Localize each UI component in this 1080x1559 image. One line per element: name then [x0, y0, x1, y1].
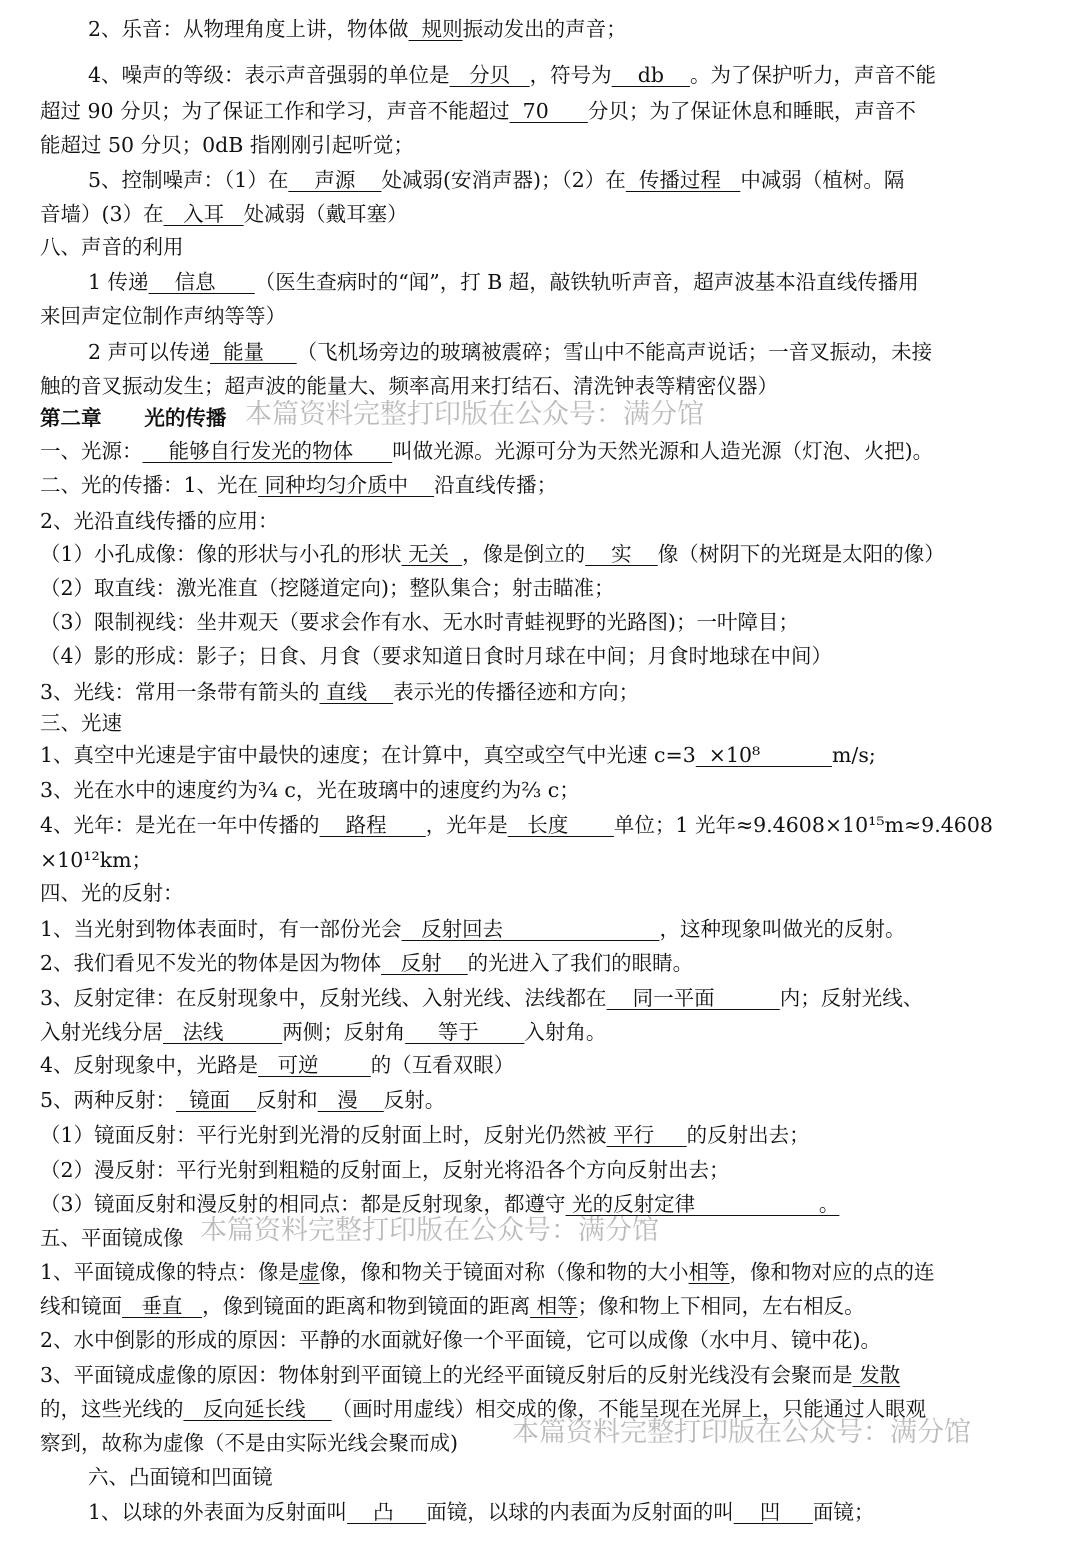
text-segment: 4、光年：是光在一年中传播的 — [40, 813, 320, 837]
text-segment: 。为了保护听力，声音不能 — [690, 63, 937, 87]
text-line — [0, 639, 1080, 673]
text-line — [0, 1358, 1080, 1392]
fill-in-answer: 相等 — [530, 1294, 578, 1318]
text-segment: （医生查病时的“闻”，打 B 超，敲铁轨听声音，超声波基本沿直线传播用 — [254, 270, 919, 294]
text-segment: （3）限制视线：坐井观天（要求会作有水、无水时青蛙视野的光路图)；一叶障目； — [40, 610, 800, 634]
text-line — [0, 1289, 1080, 1323]
text-line — [0, 1426, 1080, 1460]
watermark-text: 本篇资料完整打印版在公众号：满分馆 — [512, 1417, 971, 1448]
text-segment: 1、真空中光速是宇宙中最快的速度；在计算中，真空或空气中光速 c=3 — [40, 743, 696, 767]
text-segment: 2、水中倒影的形成的原因：平静的水面就好像一个平面镜，它可以成像（水中月、镜中花)。 — [40, 1328, 882, 1352]
text-segment: 5、控制噪声：（1）在 — [88, 168, 289, 192]
fill-in-answer: 平行 — [606, 1123, 687, 1147]
text-segment: 反射和 — [256, 1088, 318, 1112]
text-segment: 像，像和物关于镜面对称（像和物的大小 — [319, 1260, 689, 1284]
text-line — [0, 1118, 1080, 1152]
fill-in-answer: 入耳 — [163, 202, 244, 226]
fill-in-answer: 光的反射定律 。 — [565, 1192, 840, 1216]
fill-in-answer: 70 — [509, 99, 588, 123]
text-segment: 2、我们看见不发光的物体是因为物体 — [40, 951, 382, 975]
text-segment: ；像和物上下相同，左右相反。 — [577, 1294, 865, 1318]
text-segment: 3、反射定律：在反射现象中，反射光线、入射光线、法线都在 — [40, 986, 607, 1010]
text-segment: 3、光线：常用一条带有箭头的 — [40, 680, 320, 704]
text-segment: 处减弱（戴耳塞） — [243, 202, 408, 226]
fill-in-answer: 长度 — [507, 813, 614, 837]
text-segment: 触的音叉振动发生；超声波的能量大、频率高用来打结石、清洗钟表等精密仪器） — [40, 374, 778, 398]
text-segment: ，这种现象叫做光的反射。 — [659, 917, 906, 941]
text-segment: 面镜，以球的内表面为反射面的叫 — [426, 1500, 734, 1524]
text-segment: （2）漫反射：平行光射到粗糙的反射面上，反射光将沿各个方向反射出去； — [40, 1158, 730, 1182]
fill-in-answer: 同一平面 — [606, 986, 780, 1010]
text-segment: ，像和物对应的点的连 — [729, 1260, 935, 1284]
fill-in-answer: 声源 — [288, 168, 382, 192]
fill-in-answer: 能够自行发光的物体 — [142, 439, 393, 463]
text-line — [0, 571, 1080, 605]
text-line — [0, 912, 1080, 946]
text-segment: 处减弱(安消声器)；（2）在 — [381, 168, 626, 192]
text-line — [0, 1187, 1080, 1221]
text-segment: （2）取直线：激光准直（挖隧道定向)；整队集合；射击瞄准； — [40, 576, 615, 600]
text-segment: 的（互看双眼） — [370, 1053, 515, 1077]
text-line — [0, 369, 1080, 403]
text-segment: 1 传递 — [88, 270, 149, 294]
text-segment: 音墙）(3）在 — [40, 202, 164, 226]
text-segment: 两侧；反射角 — [282, 1020, 406, 1044]
watermark-text: 本篇资料完整打印版在公众号：满分馆 — [245, 399, 704, 430]
text-segment: 单位；1 光年≈9.4608×10¹⁵m≈9.4608 — [613, 813, 993, 837]
fill-in-answer: 规则 — [408, 17, 463, 41]
text-segment: 能超过 50 分贝；0dB 指刚刚引起听觉； — [40, 133, 414, 157]
fill-in-answer: 法线 — [163, 1020, 283, 1044]
fill-in-answer: 分贝 — [449, 63, 530, 87]
text-segment: 八、声音的利用 — [40, 235, 184, 259]
text-segment: 线和镜面 — [40, 1294, 122, 1318]
text-line — [0, 335, 1080, 369]
fill-in-answer: 发散 — [852, 1363, 901, 1387]
text-line — [0, 128, 1080, 162]
text-segment: 的光进入了我们的眼睛。 — [467, 951, 694, 975]
text-segment: 中减弱（植树。隔 — [740, 168, 905, 192]
text-line — [0, 1495, 1080, 1529]
text-segment: （画时用虚线）相交成的像，不能呈现在光屏上，只能通过人眼观 — [331, 1397, 927, 1421]
text-segment: 3、光在水中的速度约为¾ c，光在玻璃中的速度约为⅔ c； — [40, 778, 580, 802]
fill-in-answer: 凹 — [733, 1500, 813, 1524]
text-line — [0, 808, 1080, 842]
text-segment: 表示光的传播径迹和方向； — [393, 680, 640, 704]
text-segment: 分贝；为了保证休息和睡眠，声音不 — [587, 99, 916, 123]
text-line — [0, 946, 1080, 980]
text-segment: ×10¹²km； — [40, 848, 153, 872]
fill-in-answer: 路程 — [319, 813, 426, 837]
fill-in-answer: ×10⁸ — [695, 743, 832, 767]
fill-in-answer: 实 — [585, 542, 658, 566]
text-line — [0, 675, 1080, 709]
fill-in-answer: 镜面 — [176, 1088, 257, 1112]
text-segment: 超过 90 分贝；为了保证工作和学习，声音不能超过 — [40, 99, 510, 123]
fill-in-answer: 虚 — [299, 1260, 320, 1284]
text-line — [0, 1048, 1080, 1082]
text-segment: 的，这些光线的 — [40, 1397, 184, 1421]
watermark-text: 本篇资料完整打印版在公众号：满分馆 — [200, 1215, 659, 1246]
fill-in-answer: 凸 — [347, 1500, 427, 1524]
text-segment: （4）影的形成：影子；日食、月食（要求知道日食时月球在中间；月食时地球在中间） — [40, 644, 833, 668]
text-line — [0, 197, 1080, 231]
text-line — [0, 773, 1080, 807]
text-line — [0, 94, 1080, 128]
text-segment: 2、乐音：从物理角度上讲，物体做 — [88, 17, 409, 41]
fill-in-answer: 能量 — [210, 340, 297, 364]
text-line — [0, 605, 1080, 639]
text-line — [0, 537, 1080, 571]
fill-in-answer: 垂直 — [122, 1294, 203, 1318]
text-segment: 六、凸面镜和凹面镜 — [88, 1465, 273, 1489]
text-line — [0, 738, 1080, 772]
text-segment: 入射光线分居 — [40, 1020, 163, 1044]
fill-in-answer: 同种均匀介质中 — [258, 473, 435, 497]
text-line — [0, 265, 1080, 299]
fill-in-answer: 传播过程 — [625, 168, 741, 192]
text-segment: （飞机场旁边的玻璃被震碎；雪山中不能高声说话；一音叉振动，未接 — [296, 340, 933, 364]
text-segment: 四、光的反射： — [40, 881, 184, 905]
text-segment: ，像到镜面的距离和物到镜面的距离 — [202, 1294, 531, 1318]
text-line — [0, 876, 1080, 910]
fill-in-answer: 等于 — [405, 1020, 525, 1044]
text-line — [0, 981, 1080, 1015]
text-segment: 像（树阴下的光斑是太阳的像） — [657, 542, 945, 566]
text-line — [0, 299, 1080, 333]
text-line — [0, 12, 1080, 46]
text-line — [0, 1255, 1080, 1289]
text-segment: 振动发出的声音； — [462, 17, 627, 41]
text-segment: 反射。 — [383, 1088, 446, 1112]
text-segment: 三、光速 — [40, 711, 122, 735]
chapter-heading: 第二章 光的传播 — [40, 406, 227, 430]
text-line — [0, 706, 1080, 740]
fill-in-answer: db — [611, 63, 691, 87]
fill-in-answer: 反向延长线 — [183, 1397, 332, 1421]
text-segment: 4、反射现象中，光路是 — [40, 1053, 259, 1077]
text-segment: 内；反射光线、 — [779, 986, 924, 1010]
text-segment: ，光年是 — [425, 813, 508, 837]
text-segment: 1、当光射到物体表面时，有一部份光会 — [40, 917, 402, 941]
text-segment: 5、两种反射： — [40, 1088, 177, 1112]
text-segment: m/s; — [831, 743, 876, 767]
fill-in-answer: 漫 — [317, 1088, 384, 1112]
text-line — [0, 1015, 1080, 1049]
text-line — [0, 434, 1080, 468]
text-line — [0, 401, 1080, 435]
text-segment: ，符号为 — [529, 63, 612, 87]
text-segment: 一、光源： — [40, 439, 143, 463]
fill-in-answer: 直线 — [319, 680, 394, 704]
text-segment: 的反射出去； — [686, 1123, 810, 1147]
text-line — [0, 1323, 1080, 1357]
text-line — [0, 1392, 1080, 1426]
fill-in-answer: 信息 — [148, 270, 255, 294]
text-segment: 2 声可以传递 — [88, 340, 211, 364]
fill-in-answer: 可逆 — [258, 1053, 371, 1077]
text-line — [0, 1153, 1080, 1187]
fill-in-answer: 无关 — [401, 542, 463, 566]
text-segment: ，像是倒立的 — [462, 542, 586, 566]
text-segment: 二、光的传播：1、光在 — [40, 473, 259, 497]
text-segment: 3、平面镜成虚像的原因：物体射到平面镜上的光经平面镜反射后的反射光线没有会聚而是 — [40, 1363, 853, 1387]
text-segment: 沿直线传播； — [434, 473, 558, 497]
text-segment: 面镜； — [812, 1500, 875, 1524]
text-segment: 来回声定位制作声纳等等） — [40, 304, 286, 328]
text-segment: 察到，故称为虚像（不是由实际光线会聚而成) — [40, 1431, 458, 1455]
fill-in-answer: 反射 — [381, 951, 468, 975]
text-line — [0, 1083, 1080, 1117]
text-segment: （3）镜面反射和漫反射的相同点：都是反射现象，都遵守 — [40, 1192, 566, 1216]
text-line — [0, 1460, 1080, 1494]
text-line — [0, 58, 1080, 92]
fill-in-answer: 相等 — [688, 1260, 730, 1284]
text-segment: 2、光沿直线传播的应用： — [40, 509, 279, 533]
text-segment: （1）镜面反射：平行光射到光滑的反射面上时，反射光仍然被 — [40, 1123, 607, 1147]
text-segment: 1、平面镜成像的特点：像是 — [40, 1260, 300, 1284]
text-segment: 叫做光源。光源可分为天然光源和人造光源（灯泡、火把)。 — [392, 439, 934, 463]
text-line — [0, 1221, 1080, 1255]
text-segment: 1、以球的外表面为反射面叫 — [88, 1500, 348, 1524]
text-segment: （1）小孔成像：像的形状与小孔的形状 — [40, 542, 402, 566]
text-segment: 4、噪声的等级：表示声音强弱的单位是 — [88, 63, 450, 87]
text-line — [0, 843, 1080, 877]
text-line — [0, 504, 1080, 538]
fill-in-answer: 反射回去 — [401, 917, 660, 941]
text-segment: 入射角。 — [524, 1020, 607, 1044]
text-line — [0, 230, 1080, 264]
text-line — [0, 468, 1080, 502]
text-segment: 五、平面镜成像 — [40, 1226, 184, 1250]
text-line — [0, 163, 1080, 197]
